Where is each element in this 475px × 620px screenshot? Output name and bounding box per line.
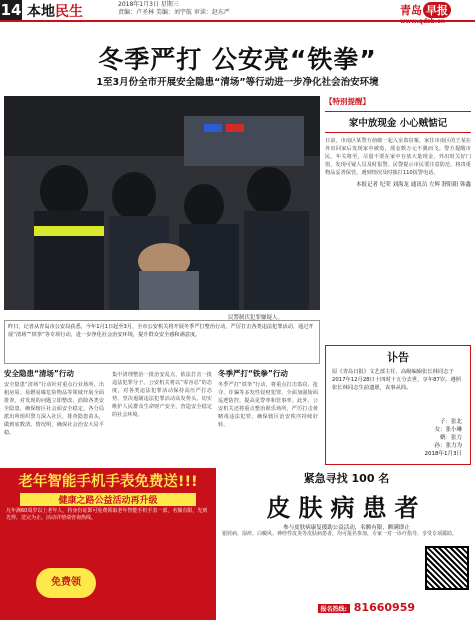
ad-phone-label: 报名热线:: [318, 604, 350, 613]
editor-line: 责编：卢圣林 美编：刘宇航 审读：赵东严: [118, 9, 230, 16]
logo-badge: 早报: [423, 2, 451, 18]
header-meta: [118, 1, 230, 17]
sidebar: [325, 96, 471, 188]
skin-disease-ad: [218, 468, 475, 620]
newspaper-logo: [400, 2, 451, 25]
sidebar-tag: 【特别提醒】: [325, 97, 370, 106]
section-title-black: 本地: [27, 4, 55, 20]
ad-text: 银屑病、湿疹、白癜风、神经性皮炎等皮肤病患者，均可报名参加，专家一对一诊疗指导，享受专项援助。: [222, 531, 458, 537]
obituary-date: 2018年1月3日: [424, 451, 462, 457]
page-header: [0, 0, 475, 25]
free-badge: 免费领: [36, 568, 96, 598]
qr-code-icon: [425, 546, 469, 590]
sign-line: 孙：张力为: [434, 443, 462, 449]
article-summary: 昨日，记者从青岛市公安局获悉，今年1月1日起至3月，全市公安机关将开展冬季严打整治行动，严厉打击各类违法犯罪活动，通过开展“清场”“铁拳”等专项行动，进一步净化社会治安环境，提升群众安全感和满意度。: [4, 320, 320, 364]
section-title: [27, 1, 83, 21]
column-text: 冬季严打“铁拳”行动，将重点打击盗窃、抢夺、诈骗等多发性侵财犯罪，全面加强街面巡逻防控，提高见警率和管事率。此外，公安机关还将重点整治娱乐场所，严厉打击黄赌毒违法犯罪，确保辖区治安秩序持续好转。: [218, 382, 318, 428]
obituary-signature: [425, 418, 463, 458]
section-title-red: 民生: [55, 4, 83, 20]
logo-sub: www.qdzb.cn: [400, 18, 446, 25]
ad-bar: 健康之路公益活动再升级: [20, 493, 196, 506]
ad-phone: [318, 601, 415, 614]
ad-sub: 参与皮肤病康复援助公益活动，名额有限，额满即止: [283, 525, 410, 531]
sidebar-credit: 本报记者 纪荣 刘海龙 通讯员 左辉 舒阳阳 韩鑫: [356, 182, 471, 188]
column-heading: 冬季严打“铁拳”行动: [218, 369, 288, 378]
phone-giveaway-ad: [0, 468, 216, 620]
headline: 冬季严打 公安亮“铁拳”: [98, 45, 377, 74]
obituary-body: 原《青岛日报》文艺部主任、高级编辑张长林同志于2017年12月28日十四时十五分去世，享年87岁。遵照张长林同志生前遗愿，丧事从简。: [332, 369, 462, 391]
ad-top: 紧急寻找 100 名: [303, 472, 390, 485]
obituary-box: [325, 345, 471, 465]
article-column-1: [4, 368, 104, 437]
date-line: 2018年1月3日 星期三: [118, 1, 179, 8]
sign-line: 婿：张力: [439, 435, 462, 441]
sidebar-title: 家中放现金 小心贼惦记: [325, 111, 471, 133]
sidebar-body: 日前，市南区某警方侦破一起入室盗窃案，家住市南区的王某在外出回家后发现家中被盗，现金数万元不翼而飞。警方提醒市民，年关将至，尽量不要在家中存放大量现金，外出时关好门窗，发现可疑人员及时报警。民警提示市民要注意防范，将贵重物品妥善保管，遇到情况及时拨打110报警电话。: [325, 138, 471, 176]
column-text: 集中清理整治一批治安乱点，依法打击一批违法犯罪分子。公安机关将以“零容忍”的态度，对各类违法犯罪活动保持高压严打态势，坚决遏制违法犯罪活动高发势头，切实维护人民群众生命财产安全，营造安全稳定的社会环境。: [112, 372, 212, 418]
ad-main: 皮肤病患者: [266, 494, 427, 522]
page-number: 14: [0, 1, 22, 19]
news-photo: [4, 96, 320, 310]
subheadline: 1至3月份全市开展安全隐患“清场”等行动进一步净化社会治安环境: [96, 77, 379, 88]
article-column-2: [112, 368, 212, 419]
ad-headline: 老年智能手机手表免费送!!!: [18, 474, 198, 490]
photo-caption: 民警制伏犯罪嫌疑人。: [228, 315, 284, 321]
ad-text: 凡年满60周岁以上老年人，持身份证即可免费领取老年智能手机手表一部，名额有限，先到先得，送完为止。活动详情请咨询热线。: [6, 508, 208, 521]
ad-phone-number: 81660959: [353, 601, 415, 614]
sign-line: 女：张小琳: [434, 427, 462, 433]
logo-text: 青岛: [400, 4, 422, 17]
article-column-3: [218, 368, 318, 429]
police-arrest-illustration: [4, 96, 320, 310]
column-heading: 安全隐患“清场”行动: [4, 369, 74, 378]
sign-line: 子：张北: [439, 419, 462, 425]
obituary-title: 讣告: [387, 351, 409, 364]
column-text: 安全隐患“清场”行动针对重点行业场所、出租房屋、易燃易爆危险物品等领域开展全面排查，对发现的问题立即整改，消除各类安全隐患，确保辖区社会面安全稳定。各分局派出所组织警力深入社区，排查隐患苗头，做到底数清、情况明，确保社会治安大局平稳。: [4, 382, 104, 436]
